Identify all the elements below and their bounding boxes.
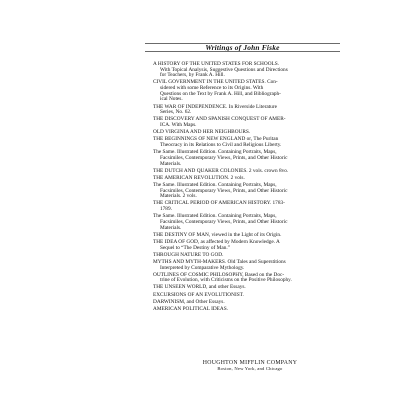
book-entry-line: THE BEGINNINGS OF NEW ENGLAND or, The Puritan	[153, 136, 279, 143]
heading-frame	[145, 43, 340, 52]
book-entry-line: Series, No. 62.	[160, 109, 192, 116]
book-entry	[153, 176, 347, 182]
book-entry-line: THROUGH NATURE TO GOD.	[153, 251, 224, 258]
book-entry-line: A HISTORY OF THE UNITED STATES FOR SCHOOLS.	[153, 61, 280, 67]
publisher-block	[153, 357, 347, 372]
book-entry-line: Materials. 2 vols.	[160, 193, 197, 200]
book-entry	[153, 293, 347, 299]
book-entry	[153, 273, 347, 284]
book-entry	[153, 62, 347, 79]
book-entry	[153, 117, 347, 128]
book-entry	[153, 201, 347, 212]
page-heading: Writings of John Fiske	[205, 43, 280, 52]
book-entry-line: THE AMERICAN REVOLUTION. 2 vols.	[153, 174, 245, 181]
book-entry-line: The Same. Illustrated Edition. Containing Portraits, Maps,	[153, 181, 277, 188]
book-entry-line: ical Notes.	[160, 96, 183, 103]
book-entry-line: The Same. Illustrated Edition. Containing Portraits, Maps,	[153, 213, 277, 220]
book-entry-line: OLD VIRGINIA AND HER NEIGHBOURS.	[153, 129, 251, 136]
book-entry-line: OUTLINES OF COSMIC PHILOSOPHY, Based on the Doc-	[153, 271, 285, 278]
publisher-name: HOUGHTON MIFFLIN COMPANY	[202, 360, 298, 366]
bottom-rule	[145, 51, 340, 52]
book-entry-line: Materials.	[160, 160, 182, 167]
book-entry-line: Questions on the Text by Frank A. Hill, and Bibliograph-	[160, 90, 281, 97]
book-entry	[153, 260, 347, 271]
book-entry-line: Facsimiles, Contemporary Views, Prints, and Other Historic	[160, 187, 288, 194]
book-entry-line: Sequel to “The Destiny of Man.”	[160, 244, 231, 251]
book-entry-line: for Teachers, by Frank A. Hill.	[160, 72, 225, 79]
book-entry	[153, 214, 347, 231]
book-entry	[153, 169, 347, 175]
book-entry	[153, 240, 347, 251]
book-entry-line: Facsimiles, Contemporary Views, Prints, and Other Historic	[160, 154, 288, 161]
book-entry-line: Facsimiles, Contemporary Views, Prints, and Other Historic	[160, 218, 288, 225]
book-entry-line: THE UNSEEN WORLD, and other Essays.	[153, 284, 246, 291]
book-entry	[153, 130, 347, 136]
book-entry	[153, 137, 347, 148]
book-entry	[153, 183, 347, 200]
book-entry-line: trine of Evolution, with Criticisms on the Positive Philosophy.	[160, 277, 292, 284]
book-entry-line: THE DUTCH AND QUAKER COLONIES. 2 vols. crown 8vo.	[153, 167, 289, 174]
book-entry	[153, 300, 347, 306]
book-entry-line: 1789.	[160, 206, 172, 213]
book-entry-line: Theocracy in its Relations to Civil and Religious Liberty.	[160, 142, 282, 149]
book-entry-line: The Same. Illustrated Edition. Containing Portraits, Maps,	[153, 149, 277, 156]
book-entry-line: AMERICAN POLITICAL IDEAS.	[153, 305, 228, 312]
book-entry-line: EXCURSIONS OF AN EVOLUTIONIST.	[153, 291, 244, 298]
book-entry-line: CIVIL GOVERNMENT IN THE UNITED STATES. Con-	[153, 79, 278, 86]
book-entry	[153, 150, 347, 167]
book-list	[153, 62, 347, 313]
book-entry-line: DARWINISM, and Other Essays.	[153, 298, 225, 305]
book-entry-line: ICA. With Maps.	[160, 122, 197, 129]
book-entry-line: THE DISCOVERY AND SPANISH CONQUEST OF AMER-	[153, 116, 286, 123]
publisher-cities: Boston, New York, and Chicago	[217, 366, 283, 371]
book-entry-line: With Topical Analysis, Suggestive Questions and Directions	[160, 66, 288, 73]
book-entry	[153, 105, 347, 116]
book-entry-line: THE DESTINY OF MAN, viewed in the Light of its Origin.	[153, 231, 282, 238]
book-entry-line: Materials.	[160, 224, 182, 231]
book-entry-line: sidered with some Reference to its Origins. With	[160, 85, 264, 92]
book-entry	[153, 233, 347, 239]
book-entry-line: THE CRITICAL PERIOD OF AMERICAN HISTORY. 1783-	[153, 200, 285, 207]
book-entry-line: THE IDEA OF GOD, as affected by Modern Knowledge. A	[153, 238, 280, 245]
book-entry-line: MYTHS AND MYTH-MAKERS. Old Tales and Superstitions	[153, 258, 286, 265]
book-entry-line: THE WAR OF INDEPENDENCE. In Riverside Literature	[153, 103, 277, 110]
book-entry	[153, 285, 347, 291]
book-entry	[153, 253, 347, 259]
book-entry	[153, 307, 347, 313]
book-entry	[153, 80, 347, 103]
book-entry-line: Interpreted by Comparative Mythology.	[160, 264, 245, 271]
